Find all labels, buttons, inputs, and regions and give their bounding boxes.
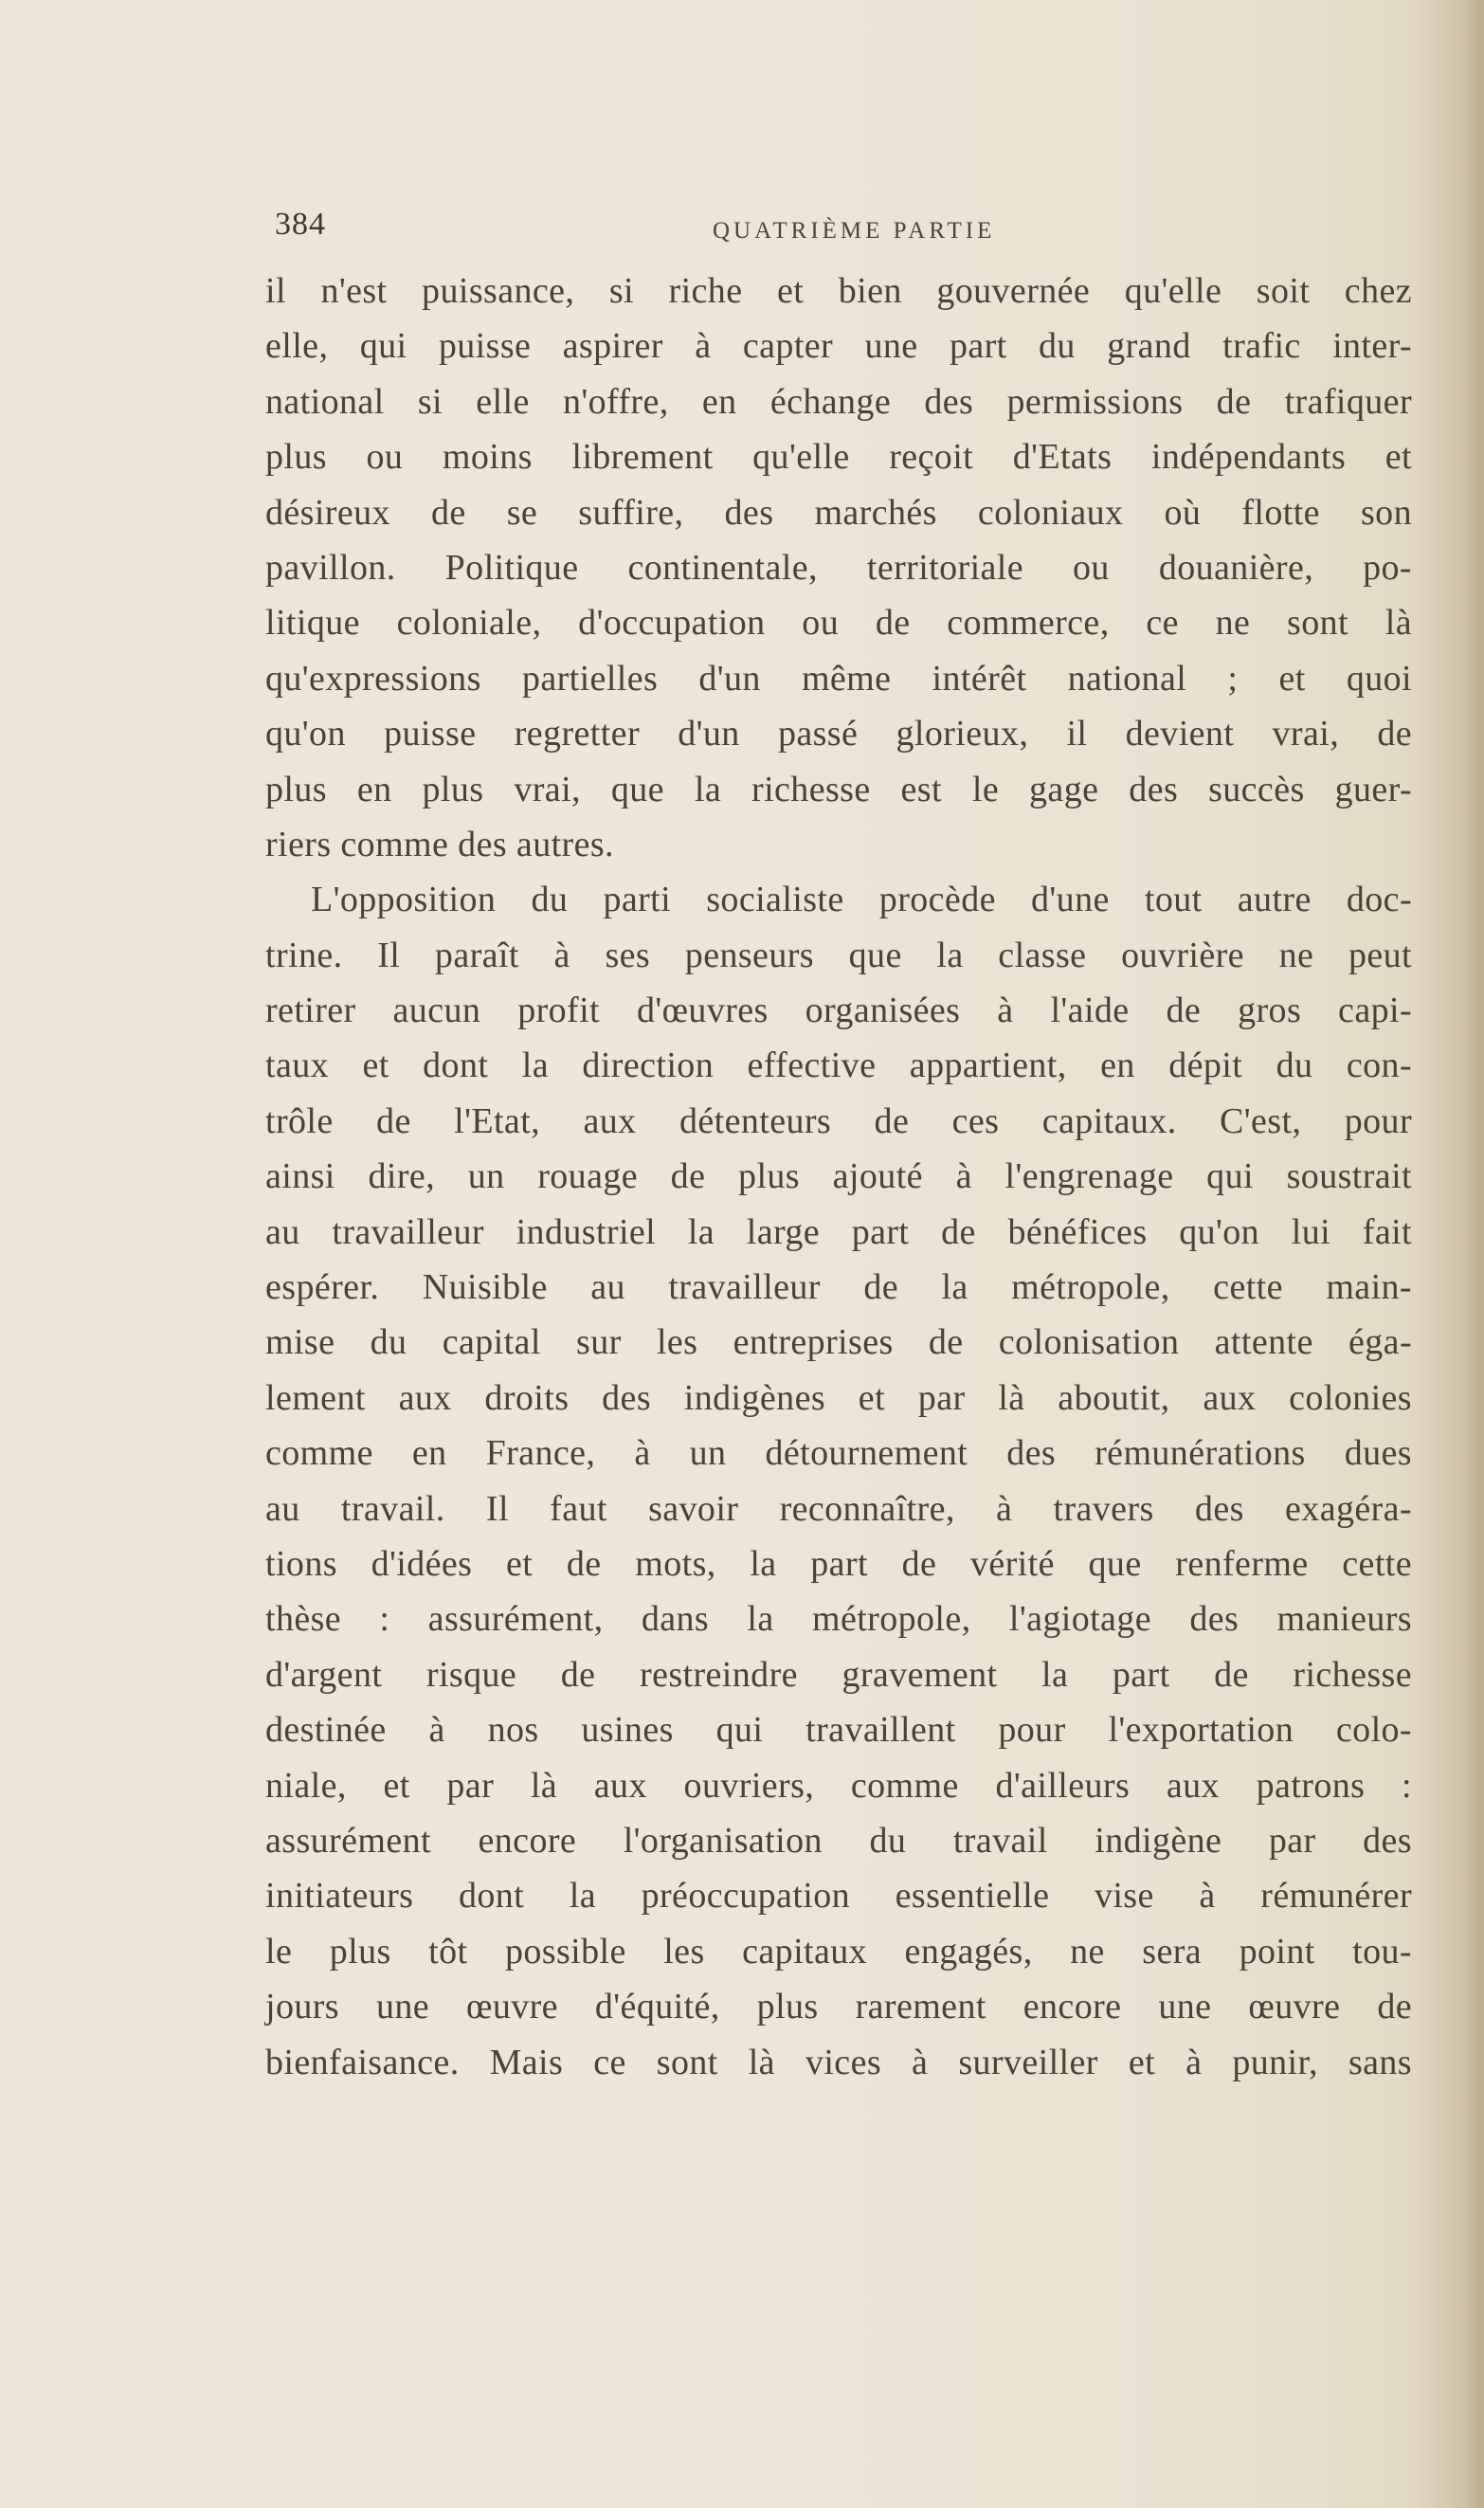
- text-line: initiateurs dont la préoccupation essentielle vise à rémunérer: [265, 1876, 1412, 1917]
- text-line: d'argent risque de restreindre gravement la part de richesse: [265, 1654, 1412, 1695]
- text-line: plus en plus vrai, que la richesse est le gage des succès guer-: [265, 769, 1412, 809]
- text-line: niale, et par là aux ouvriers, comme d'ailleurs aux patrons :: [265, 1765, 1412, 1806]
- text-line: L'opposition du parti socialiste procède d'une tout autre doc-: [311, 880, 1412, 920]
- text-line: riers comme des autres.: [265, 824, 614, 864]
- text-line: trine. Il paraît à ses penseurs que la classe ouvrière ne peut: [265, 935, 1412, 975]
- text-line: espérer. Nuisible au travailleur de la métropole, cette main-: [265, 1267, 1412, 1308]
- text-line: mise du capital sur les entreprises de colonisation attente éga-: [265, 1322, 1412, 1363]
- text-line: au travailleur industriel la large part de bénéfices qu'on lui fait: [265, 1211, 1412, 1252]
- text-line: destinée à nos usines qui travaillent pour l'exportation colo-: [265, 1710, 1412, 1751]
- text-line: il n'est puissance, si riche et bien gouvernée qu'elle soit chez: [265, 271, 1412, 311]
- text-line: tions d'idées et de mots, la part de vérité que renferme cette: [265, 1543, 1412, 1584]
- text-line: ainsi dire, un rouage de plus ajouté à l'engrenage qui soustrait: [265, 1156, 1412, 1197]
- text-line: national si elle n'offre, en échange des permissions de trafiquer: [265, 381, 1412, 422]
- text-line: comme en France, à un détournement des rémunérations dues: [265, 1433, 1412, 1474]
- running-head: QUATRIÈME PARTIE: [713, 218, 996, 244]
- text-line: retirer aucun profit d'œuvres organisées à l'aide de gros capi-: [265, 990, 1412, 1031]
- text-line: jours une œuvre d'équité, plus rarement encore une œuvre de: [265, 1987, 1412, 2027]
- text-line: assurément encore l'organisation du travail indigène par des: [265, 1820, 1412, 1861]
- text-line: qu'expressions partielles d'un même intérêt national ; et quoi: [265, 658, 1412, 699]
- text-line: lement aux droits des indigènes et par là aboutit, aux colonies: [265, 1377, 1412, 1418]
- text-line: qu'on puisse regretter d'un passé glorieux, il devient vrai, de: [265, 714, 1412, 754]
- text-line: désireux de se suffire, des marchés coloniaux où flotte son: [265, 492, 1412, 533]
- page-edge-shadow: [1418, 0, 1484, 2508]
- body-text: [265, 264, 1412, 2090]
- text-line: au travail. Il faut savoir reconnaître, à travers des exagéra-: [265, 1488, 1412, 1529]
- page-header: [275, 207, 1412, 254]
- text-line: bienfaisance. Mais ce sont là vices à surveiller et à punir, sans: [265, 2042, 1412, 2082]
- text-line: trôle de l'Etat, aux détenteurs de ces capitaux. C'est, pour: [265, 1100, 1412, 1141]
- text-line: taux et dont la direction effective appartient, en dépit du con-: [265, 1045, 1412, 1086]
- text-line: le plus tôt possible les capitaux engagés, ne sera point tou-: [265, 1931, 1412, 1972]
- text-line: thèse : assurément, dans la métropole, l'agiotage des manieurs: [265, 1599, 1412, 1640]
- text-line: pavillon. Politique continentale, territoriale ou douanière, po-: [265, 547, 1412, 588]
- text-line: plus ou moins librement qu'elle reçoit d'Etats indépendants et: [265, 437, 1412, 478]
- text-line: elle, qui puisse aspirer à capter une part du grand trafic inter-: [265, 326, 1412, 367]
- page-number: 384: [275, 207, 326, 242]
- text-line: litique coloniale, d'occupation ou de commerce, ce ne sont là: [265, 603, 1412, 644]
